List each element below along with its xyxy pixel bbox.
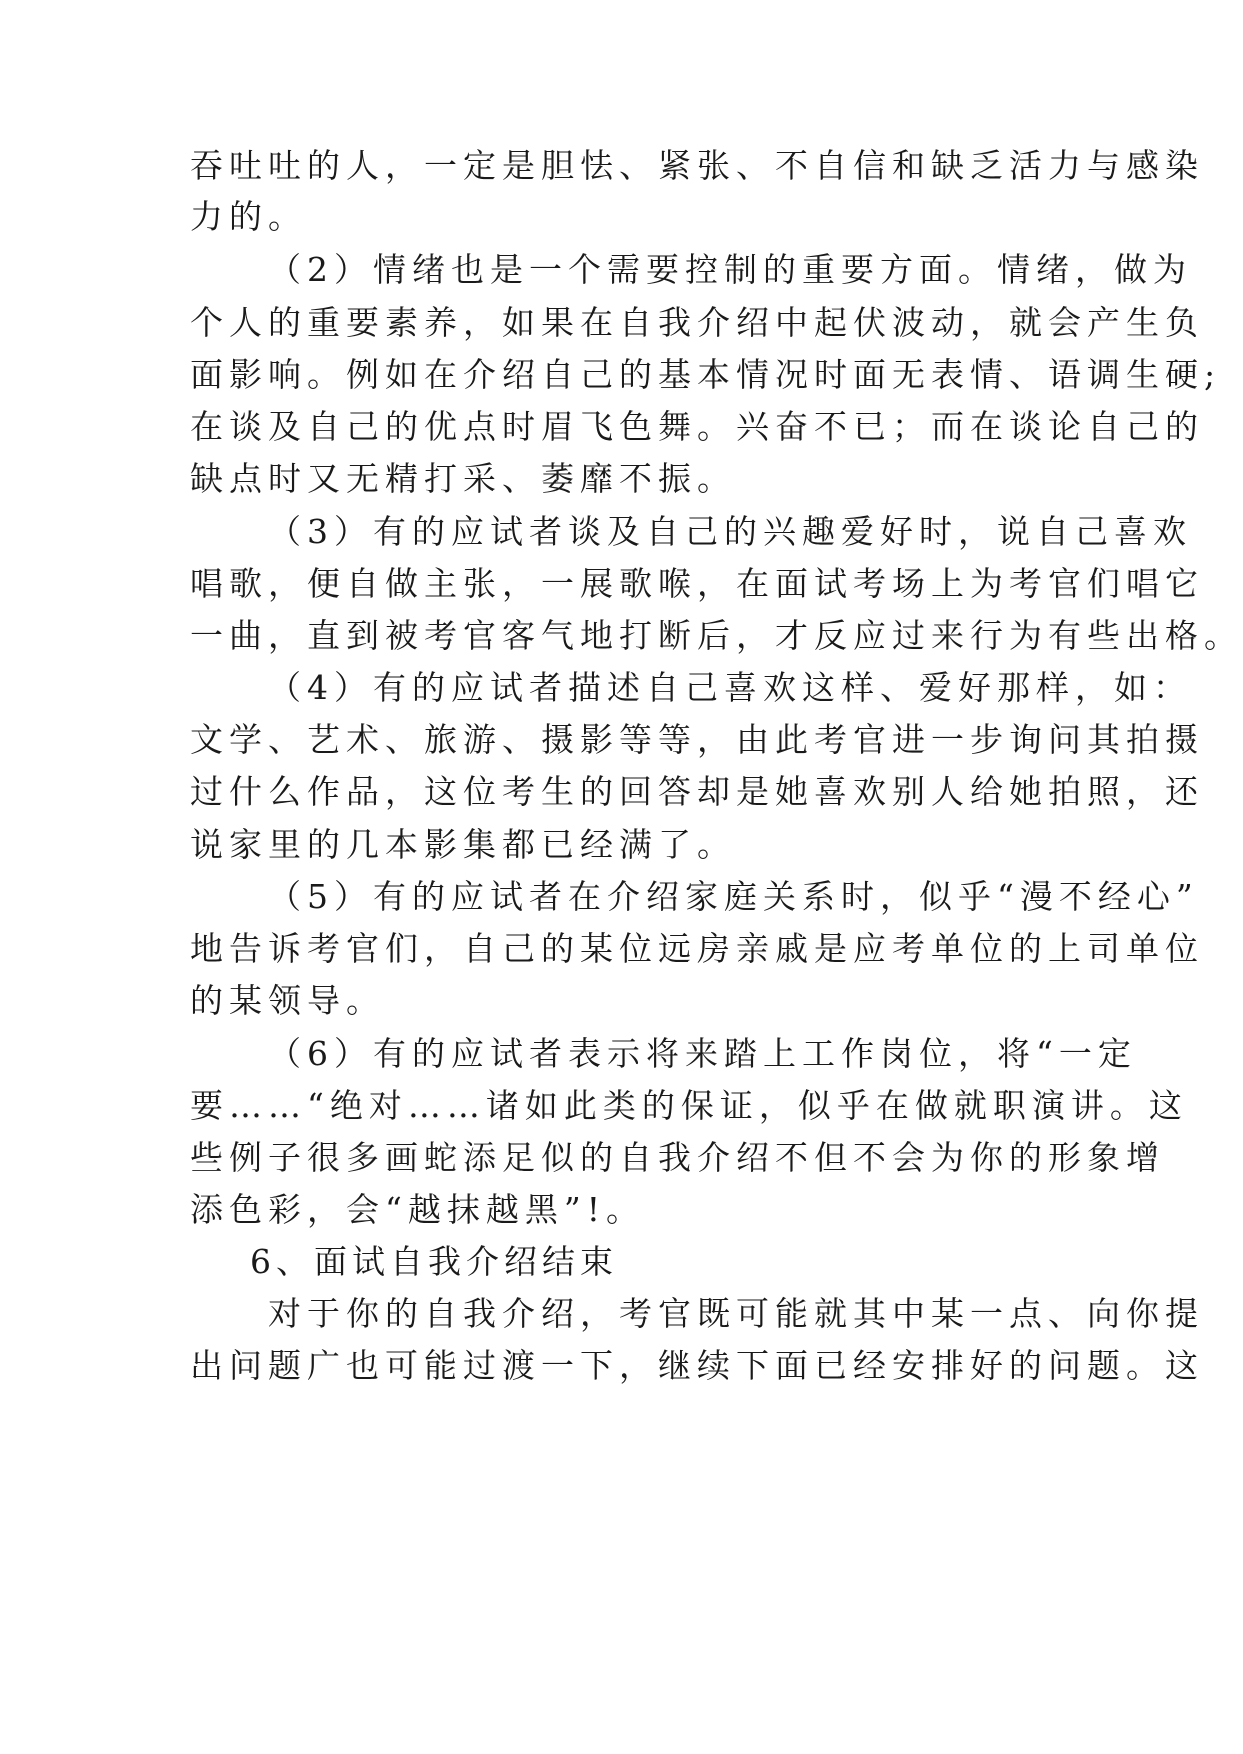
- paragraph-line: 面影响。例如在介绍自己的基本情况时面无表情、语调生硬;: [190, 355, 1222, 394]
- paragraph-line: 在谈及自己的优点时眉飞色舞。兴奋不已；而在谈论自己的: [190, 407, 1204, 446]
- paragraph-line: 缺点时又无精打采、萎靡不振。: [190, 459, 736, 498]
- paragraph-line: 文学、艺术、旅游、摄影等等，由此考官进一步询问其拍摄: [190, 720, 1204, 759]
- paragraph-line: （5）有的应试者在介绍家庭关系时，似乎“漫不经心”: [268, 877, 1199, 916]
- paragraph-line: 吞吐吐的人，一定是胆怯、紧张、不自信和缺乏活力与感染: [190, 146, 1204, 185]
- paragraph-line: （2）情绪也是一个需要控制的重要方面。情绪，做为: [268, 250, 1192, 289]
- paragraph-line: 一曲，直到被考官客气地打断后，才反应过来行为有些出格。: [190, 616, 1243, 655]
- paragraph-line: 过什么作品，这位考生的回答却是她喜欢别人给她拍照，还: [190, 772, 1204, 811]
- paragraph-line: 要……“绝对……诸如此类的保证，似乎在做就职演讲。这: [190, 1086, 1188, 1125]
- section-heading: 6、面试自我介绍结束: [250, 1242, 618, 1281]
- paragraph-line: 对于你的自我介绍，考官既可能就其中某一点、向你提: [268, 1294, 1204, 1333]
- paragraph-line: （4）有的应试者描述自己喜欢这样、爱好那样，如：: [268, 668, 1192, 707]
- paragraph-line: 地告诉考官们，自己的某位远房亲戚是应考单位的上司单位: [190, 929, 1204, 968]
- paragraph-line: 出问题广也可能过渡一下，继续下面已经安排好的问题。这: [190, 1346, 1204, 1385]
- paragraph-line: 说家里的几本影集都已经满了。: [190, 825, 736, 864]
- paragraph-line: 的某领导。: [190, 981, 385, 1020]
- paragraph-line: 添色彩，会“越抹越黑”!。: [190, 1190, 646, 1229]
- paragraph-line: 个人的重要素养，如果在自我介绍中起伏波动，就会产生负: [190, 303, 1204, 342]
- paragraph-line: 力的。: [190, 197, 307, 236]
- paragraph-line: （6）有的应试者表示将来踏上工作岗位，将“一定: [268, 1034, 1137, 1073]
- paragraph-line: 些例子很多画蛇添足似的自我介绍不但不会为你的形象增: [190, 1138, 1165, 1177]
- paragraph-line: （3）有的应试者谈及自己的兴趣爱好时，说自己喜欢: [268, 512, 1192, 551]
- paragraph-line: 唱歌，便自做主张，一展歌喉，在面试考场上为考官们唱它: [190, 564, 1204, 603]
